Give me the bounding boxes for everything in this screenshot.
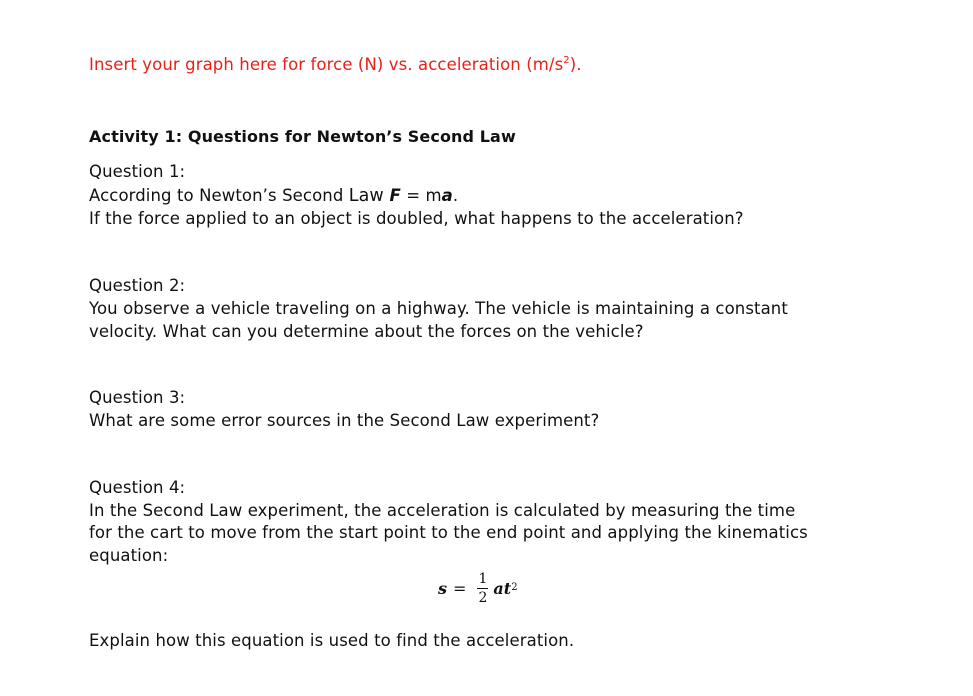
- question-1-text: If the force applied to an object is doubled, what happens to the acceleration?: [89, 209, 744, 228]
- graph-instruction-text: Insert your graph here for force (N) vs. acceleration (m/s: [89, 55, 564, 74]
- question-3-label: Question 3:: [89, 388, 186, 407]
- displacement-symbol: s: [438, 578, 448, 598]
- activity-title: Activity 1: Questions for Newton’s Second Law: [89, 127, 516, 146]
- acceleration-symbol: a: [441, 186, 453, 205]
- question-4-label: Question 4:: [89, 478, 186, 497]
- equation-mid: = m: [400, 186, 442, 205]
- law-word: Law: [348, 186, 390, 206]
- unit-superscript: 2: [563, 55, 570, 66]
- question-2-label: Question 2:: [89, 276, 186, 295]
- kinematics-equation: s = $\frac{1}{2}$ at 2: [438, 570, 518, 606]
- fraction-denominator: 2: [478, 589, 488, 606]
- question-4-followup: Explain how this equation is used to find the acceleration.: [89, 631, 575, 650]
- equation-end: .: [452, 186, 459, 205]
- fraction-numerator: 1: [478, 570, 488, 587]
- question-2-text-line-1: You observe a vehicle traveling on a highway. The vehicle is maintaining a constant: [89, 299, 788, 318]
- graph-instruction-end: ).: [569, 55, 582, 74]
- question-4-text-line-3: equation:: [89, 546, 169, 565]
- question-4-text-line-2: for the cart to move from the start point to the end point and applying the kinematics: [89, 523, 808, 542]
- question-3-text: What are some error sources in the Second Law experiment?: [89, 411, 600, 430]
- equals-sign: =: [453, 578, 467, 598]
- question-1-intro-text: According to Newton’s Second: [89, 186, 349, 205]
- graph-instruction: [89, 55, 582, 75]
- force-symbol: F: [389, 186, 401, 205]
- one-half-fraction: [477, 570, 488, 607]
- question-1-intro: [89, 186, 458, 206]
- question-1-label: Question 1:: [89, 162, 186, 181]
- question-4-text-line-1: In the Second Law experiment, the acceleration is calculated by measuring the time: [89, 501, 796, 520]
- acceleration-time-term: at: [493, 578, 512, 598]
- question-2-text-line-2: velocity. What can you determine about the forces on the vehicle?: [89, 322, 644, 341]
